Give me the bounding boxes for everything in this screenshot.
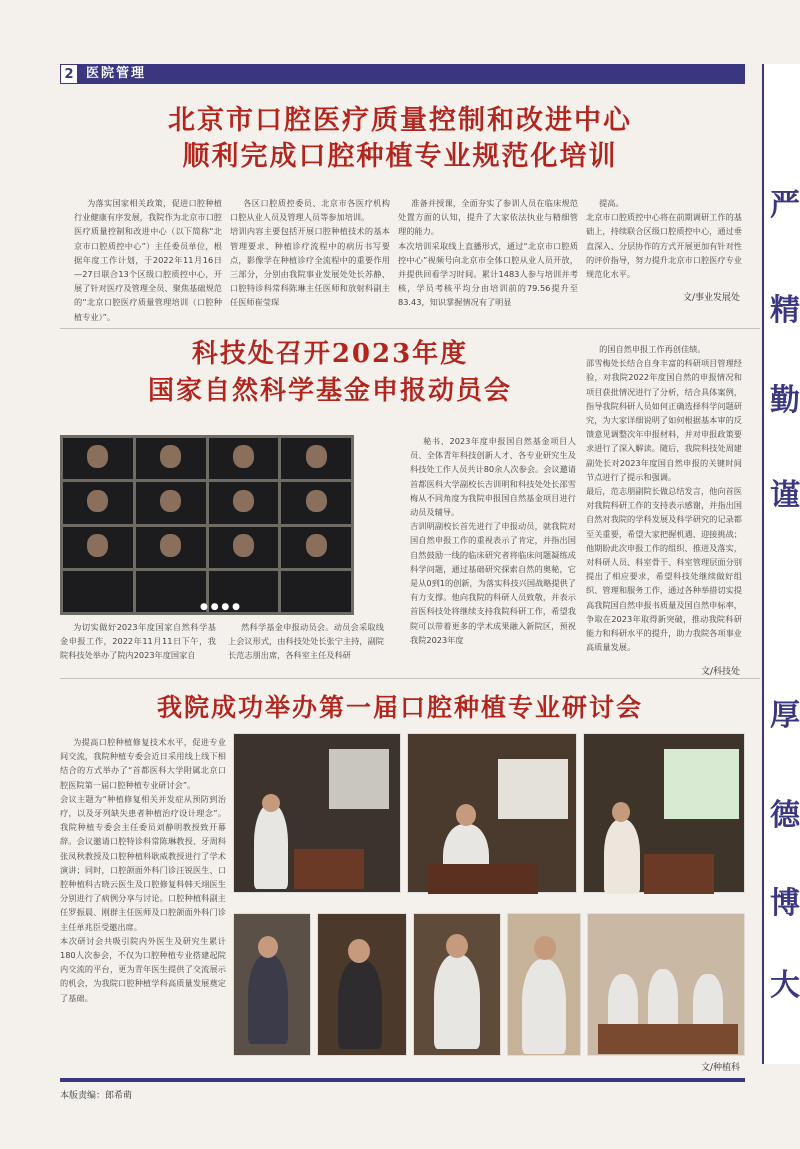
video-tile: [209, 482, 279, 523]
seminar-photo-8: [587, 913, 745, 1056]
video-tile: [281, 571, 351, 612]
article2-column-1: 为切实做好2023年度国家自然科学基金申报工作，2022年11月11日下午，我院科技处举办了院内2023年度国家自: [60, 622, 216, 661]
footer-bar: [60, 1078, 745, 1082]
seminar-photo-3: [583, 733, 745, 893]
section-divider: [60, 678, 760, 679]
video-conference-photo: [60, 435, 354, 615]
article2-title-line1: 科技处召开2023年度: [191, 339, 469, 369]
seminar-photo-6: [413, 913, 501, 1056]
article2-column-2: 然科学基金申报动员会。动员会采取线上会议形式，由科技处处长张宁主持，副院长范志朋出席，各科室主任及科研: [228, 622, 384, 661]
video-tile: [63, 527, 133, 568]
video-tile: [281, 438, 351, 479]
seminar-photo-4: [233, 913, 311, 1056]
article1-byline: 文/事业发展处: [682, 293, 740, 303]
article1-column-1: 为落实国家相关政策，促进口腔种植行业健康有序发展，我院作为北京市口腔医疗质量控制和改进中心（以下简称“北京市口腔质控中心”）主任委员单位，根据年度工作计划，于2022年11月16日—27日联合13个区级口腔质控中心，开展了针对医疗及管理全员、聚焦基础规范的“北京口腔医疗质量管理培训（口腔种植专业）”。: [74, 198, 222, 322]
seminar-photo-5: [317, 913, 407, 1056]
article2-column-4: 的国自然申报工作再创佳绩。 邵雪梅处长结合自身丰富的科研项目管理经验，对我院2022年度国自然的申报情况和项目获批情况进行了分析，结合具体案例，指导我院科研人员如何正确选择科学问题研究，为大家详细说明了如何根据基本审的反馈意见调整次年申报材料，并对申报政策要求进行了深入解读。随后，我院科技处周建副处长对2023年度国自然申报的关键时间节点进行了提示和强调。 最后，范志朋副院长做总结发言，他向首医对我院科研工作的支持表示感谢，并指出国自然对我院的学科发展及科学研究的记录都至关重要，希望大家把握机遇、迎接挑战；他期盼此次申报工作的组织、推进及落实，对科研人员、科室骨干、科室管理层面分别提出了相应要求，希望科技处继续做好组织、管理和服务工作，通过各种举措切实提高我院国自然申报书质量及国自然申标率，争取在2023年取得新突破，推动我院科研能力和科研水平的提升，助力我院各项事业高质量发展。: [586, 344, 742, 653]
video-tile: [136, 438, 206, 479]
article3-title: 我院成功举办第一届口腔种植专业研讨会: [156, 693, 643, 722]
video-tile: [136, 571, 206, 612]
page-indicator-dots: ● ● ● ●: [200, 602, 240, 612]
seminar-photo-7: [507, 913, 581, 1056]
article2-title-line2: 国家自然科学基金申报动员会: [147, 376, 512, 406]
video-tile: [209, 527, 279, 568]
page-number: 2: [60, 64, 78, 84]
article1-column-4: 提高。 北京市口腔质控中心将在前期调研工作的基础上，持续联合区级口腔质控中心，通过垂直深入、分层协作的方式开展更加有针对性的评价指导，努力提升北京市口腔医疗专业规范化水平。: [586, 198, 742, 280]
banner-char: 精: [770, 293, 800, 328]
section-tag: 医院管理: [80, 64, 152, 84]
banner-char: 大: [770, 968, 800, 1003]
article2-column-3: 秘书、2023年度申报国自然基金项目人员、全体青年科技创新人才、各专业研究生及科技处工作人员共计80余人次参会。会议邀请首都医科大学副校长吉训明和科技处处长邵雪梅从不同角度为我院申报国自然基金项目进行动员及辅导。 吉训明副校长首先进行了申报动员，就我院对国自然申报工作的重视表示了肯定，并指出国自然鼓励一线的临床研究者将临床问题凝练成科学问题，通过基础研究探索自然的奥秘，它是从0到1的创新，为落实科技兴国战略提供了有力支撑。他向我院的科研人员致敬，并表示首医科技处将继续支持我院科研工作，希望我院可以带着更多的学术成果融入新院区，预祝我院2023年度: [410, 436, 576, 645]
seminar-photo-2: [407, 733, 577, 893]
article1-title-line2: 顺利完成口腔种植专业规范化培训: [182, 141, 618, 172]
article3-byline: 文/种植科: [700, 1063, 740, 1073]
banner-char: 严: [770, 188, 800, 223]
video-tile: [63, 571, 133, 612]
video-tile: [281, 527, 351, 568]
section-divider: [60, 328, 760, 329]
banner-char: 德: [770, 798, 800, 833]
seminar-photo-1: [233, 733, 401, 893]
page-editor: 本版责编：郎希萌: [60, 1091, 133, 1101]
video-tile: [63, 482, 133, 523]
video-tile: [281, 482, 351, 523]
video-tile: [63, 438, 133, 479]
banner-char: 厚: [770, 698, 800, 733]
video-tile: [136, 527, 206, 568]
banner-char: 谨: [770, 478, 800, 513]
banner-char: 博: [770, 886, 800, 921]
video-tile: [136, 482, 206, 523]
banner-char: 勤: [770, 383, 800, 418]
article3-column-1: 为提高口腔种植修复技术水平，促进专业间交流，我院种植专委会近日采用线上线下相结合的方式举办了“首都医科大学附属北京口腔医院第一届口腔种植专业研讨会”。 会议主题为“种植修复相关并发症从预防到治疗，以及牙列缺失患者种植治疗设计理念”。我院种植专委会主任委员刘静明教授致开幕辞。会议邀请口腔特诊科常陈琳教授、牙周科张凤秋教授及口腔种植科耿威教授进行了学术演讲；同时，口腔颌面外科门诊汪锐医生、口腔种植科古晓云医生及口腔修复科韩天翊医生分别进行了病例分享与讨论。口腔种植科副主任罗振晨、刚群主任医师及口腔颌面外科门诊主任单兆臣受邀出席。 本次研讨会共吸引院内外医生及研究生累计180人次参会，不仅为口腔种植专业搭建起院内交流的平台，更为青年医生提供了交流展示的机会，为我院口腔种植学科高质量发展奠定了基础。: [60, 737, 226, 1003]
article1-title-line1: 北京市口腔医疗质量控制和改进中心: [168, 105, 632, 136]
article2-byline: 文/科技处: [700, 667, 740, 677]
article1-column-2: 各区口腔质控委员、北京市各医疗机构口腔从业人员及管理人员等参加培训。 培训内容主要包括开展口腔种植技术的基本管理要求、种植诊疗流程中的病历书写要点，影像学在种植诊疗全流程中的重要作用三部分，分别由我院事业发展处处长苏静、口腔特诊科常科陈琳主任医师和放射科副主任医师崔莹琛: [230, 198, 390, 308]
article1-column-3: 准备并授课，全面夯实了参训人员在临床规范处置方面的认知，提升了大家依法执业与精细管理的能力。 本次培训采取线上直播形式，通过“北京市口腔质控中心”视频号向北京市全体口腔从业人员开放，并提供回看学习时间。累计1483人参与培训并考核，学员考核平均分由培训前的79.56提升至83.43，知识掌握情况有了明显: [398, 198, 578, 308]
video-tile: [209, 438, 279, 479]
header-bar: [60, 64, 745, 84]
